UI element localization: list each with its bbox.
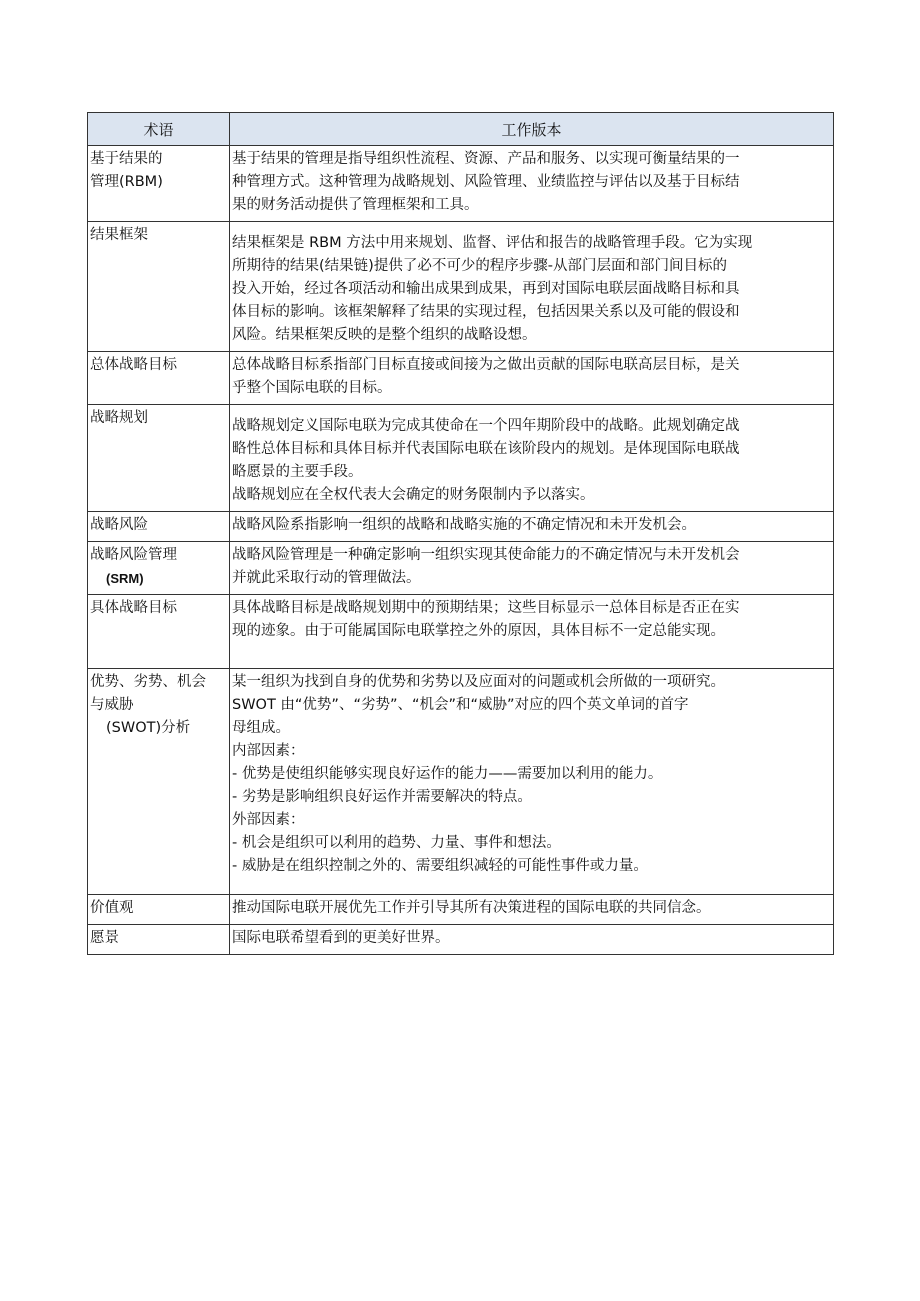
definition-line: 外部因素：: [232, 812, 305, 828]
term-line: 优势、劣势、机会: [90, 674, 206, 690]
term-line: 战略规划: [90, 410, 148, 426]
definition-cell: [230, 895, 834, 925]
term-cell: [88, 542, 230, 595]
term-cell: [88, 146, 230, 222]
term-line: 愿景: [90, 930, 119, 946]
term-line: (SWOT)分析: [106, 720, 191, 736]
definition-line: 种管理方式。这种管理为战略规划、风险管理、业绩监控与评估以及基于目标结: [232, 174, 740, 190]
definition-line: 并就此采取行动的管理做法。: [232, 570, 421, 586]
table-row: [88, 595, 834, 669]
table-row: [88, 405, 834, 512]
term-cell: [88, 669, 230, 895]
definition-cell: [230, 595, 834, 669]
definition-line: 推动国际电联开展优先工作并引导其所有决策进程的国际电联的共同信念。: [232, 900, 711, 916]
definition-line: SWOT 由“优势”、“劣势”、“机会”和“威胁”对应的四个英文单词的首字: [232, 697, 689, 713]
definition-line: 国际电联希望看到的更美好世界。: [232, 930, 450, 946]
table-row: [88, 512, 834, 542]
definition-cell: [230, 222, 834, 352]
definition-line: 乎整个国际电联的目标。: [232, 380, 392, 396]
definition-line: 某一组织为找到自身的优势和劣势以及应面对的问题或机会所做的一项研究。: [232, 674, 725, 690]
definition-cell: [230, 146, 834, 222]
term-line: 与威胁: [90, 697, 134, 713]
definition-cell: [230, 512, 834, 542]
definition-line: - 优势是使组织能够实现良好运作的能力——需要加以利用的能力。: [232, 766, 663, 782]
term-line: 管理(RBM): [90, 174, 163, 190]
glossary-table: [87, 112, 834, 955]
header-definition: 工作版本: [230, 113, 834, 146]
definition-line: 果的财务活动提供了管理框架和工具。: [232, 197, 479, 213]
header-term: 术语: [88, 113, 230, 146]
definition-line: 战略规划定义国际电联为完成其使命在一个四年期阶段中的战略。此规划确定战: [232, 418, 740, 434]
definition-cell: [230, 405, 834, 512]
definition-line: 具体战略目标是战略规划期中的预期结果；这些目标显示一总体目标是否正在实: [232, 600, 740, 616]
definition-line: 投入开始，经过各项活动和输出成果到成果，再到对国际电联层面战略目标和具: [232, 281, 740, 297]
definition-line: 略性总体目标和具体目标并代表国际电联在该阶段内的规划。是体现国际电联战: [232, 441, 740, 457]
definition-cell: [230, 925, 834, 955]
definition-cell: [230, 542, 834, 595]
term-cell: [88, 512, 230, 542]
definition-cell: [230, 352, 834, 405]
definition-line: - 机会是组织可以利用的趋势、力量、事件和想法。: [232, 835, 561, 851]
table-row: [88, 895, 834, 925]
table-row: [88, 669, 834, 895]
table-row: [88, 352, 834, 405]
definition-line: 现的迹象。由于可能属国际电联掌控之外的原因，具体目标不一定总能实现。: [232, 623, 725, 639]
term-cell: [88, 352, 230, 405]
definition-line: 战略风险管理是一种确定影响一组织实现其使命能力的不确定情况与未开发机会: [232, 547, 740, 563]
term-line: 总体战略目标: [90, 357, 177, 373]
table-row: [88, 925, 834, 955]
term-line: 基于结果的: [90, 151, 163, 167]
definition-line: - 威胁是在组织控制之外的、需要组织减轻的可能性事件或力量。: [232, 858, 648, 874]
definition-line: 总体战略目标系指部门目标直接或间接为之做出贡献的国际电联高层目标，是关: [232, 357, 740, 373]
definition-line: 内部因素：: [232, 743, 305, 759]
term-line: 具体战略目标: [90, 600, 177, 616]
definition-line: 体目标的影响。该框架解释了结果的实现过程，包括因果关系以及可能的假设和: [232, 304, 740, 320]
definition-line: 战略风险系指影响一组织的战略和战略实施的不确定情况和未开发机会。: [232, 517, 696, 533]
definition-line: 所期待的结果(结果链)提供了必不可少的程序步骤-从部门层面和部门间目标的: [232, 258, 728, 274]
definition-line: 战略规划应在全权代表大会确定的财务限制内予以落实。: [232, 487, 595, 503]
table-row: [88, 542, 834, 595]
definition-line: 基于结果的管理是指导组织性流程、资源、产品和服务、以实现可衡量结果的一: [232, 151, 740, 167]
term-cell: [88, 405, 230, 512]
term-line: 战略风险: [90, 517, 148, 533]
definition-line: 母组成。: [232, 720, 290, 736]
term-line: 战略风险管理: [90, 547, 177, 563]
term-cell: [88, 595, 230, 669]
term-cell: [88, 222, 230, 352]
table-row: [88, 222, 834, 352]
definition-cell: [230, 669, 834, 895]
term-cell: [88, 895, 230, 925]
table-row: [88, 146, 834, 222]
term-cell: [88, 925, 230, 955]
term-line: 价值观: [90, 900, 134, 916]
definition-line: 略愿景的主要手段。: [232, 464, 363, 480]
definition-line: 风险。结果框架反映的是整个组织的战略设想。: [232, 327, 537, 343]
term-line: (SRM): [106, 571, 144, 586]
term-line: 结果框架: [90, 227, 148, 243]
definition-line: - 劣势是影响组织良好运作并需要解决的特点。: [232, 789, 532, 805]
table-header-row: [88, 113, 834, 146]
definition-line: 结果框架是 RBM 方法中用来规划、监督、评估和报告的战略管理手段。它为实现: [232, 235, 753, 251]
